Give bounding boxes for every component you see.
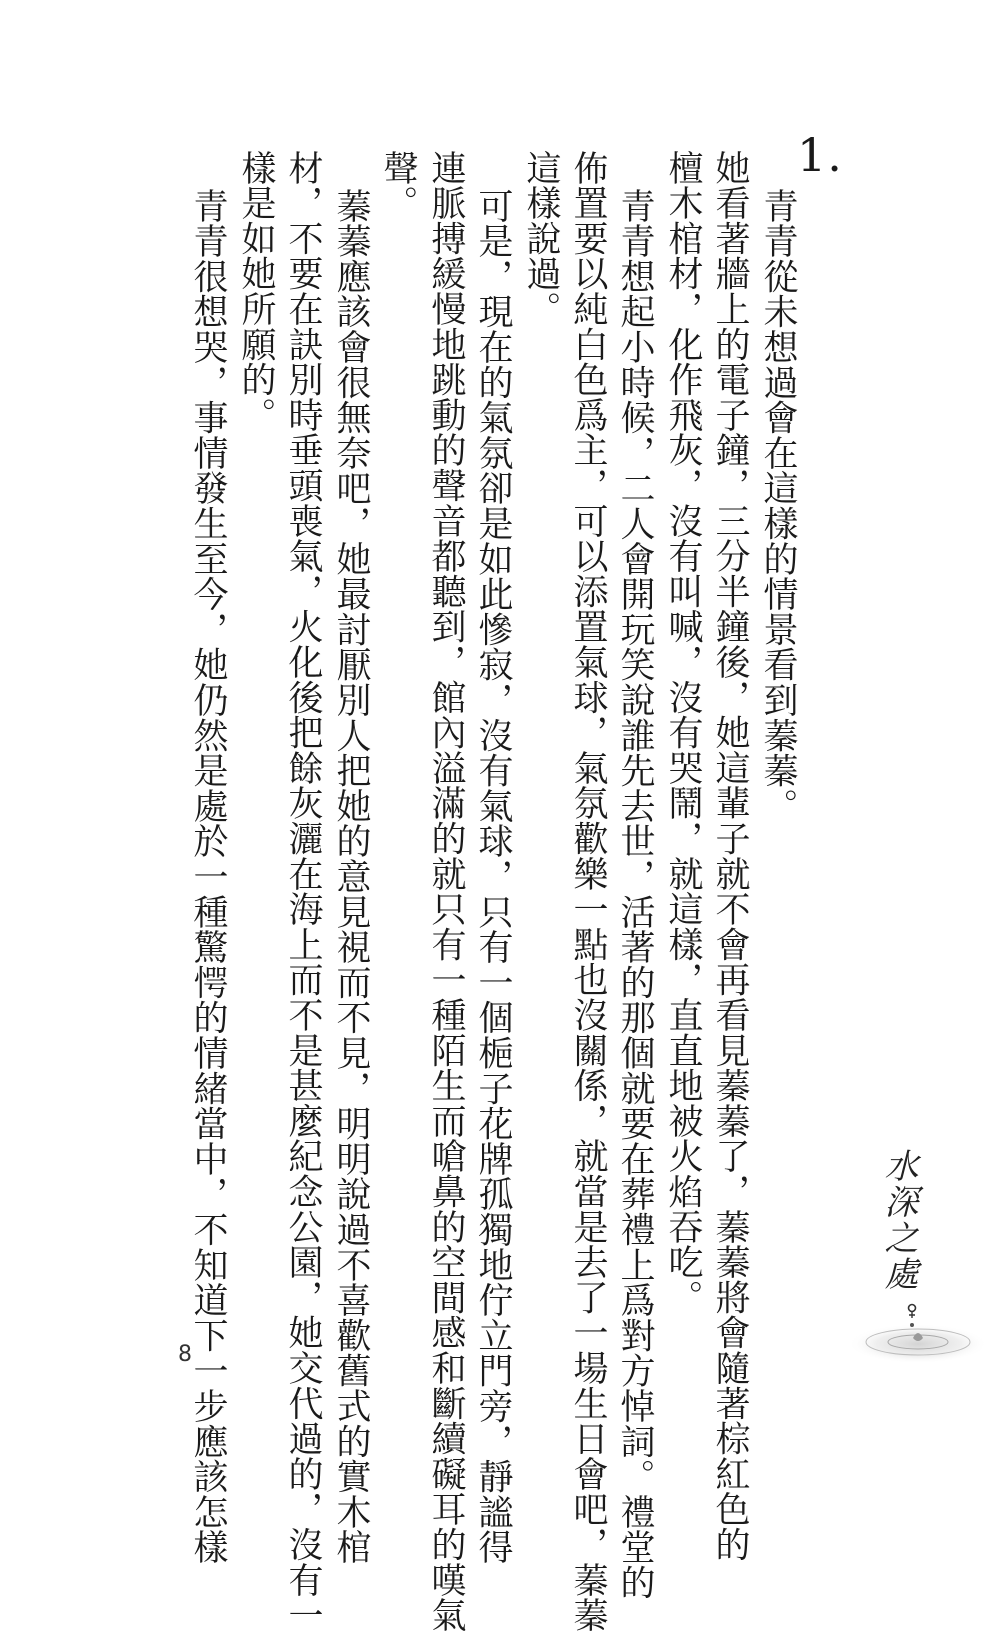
text-column: 材，不要在訣別時垂頭喪氣，火化後把餘灰灑在海上而不是甚麼紀念公園，她交代過的，沒有一: [283, 150, 323, 1633]
text-column: 連脈搏緩慢地跳動的聲音都聽到，館內溢滿的就只有一種陌生而嗆鼻的空間感和斷續礙耳的嘆氣: [426, 150, 466, 1633]
text-column: 這樣說過。: [521, 150, 561, 327]
text-column: 聲。: [378, 150, 418, 221]
text-column: 可是，現在的氣氛卻是如此慘寂，沒有氣球，只有一個梔子花牌孤獨地佇立門旁，靜謐得: [473, 188, 513, 1565]
text-column: 樣是如她所願的。: [236, 150, 276, 433]
chapter-number: 1.: [797, 128, 843, 182]
text-column: 青青從未想過會在這樣的情景看到蓁蓁。: [758, 188, 798, 824]
text-column: 她看著牆上的電子鐘，三分半鐘後，她這輩子就不會再看見蓁蓁了，蓁蓁將會隨著棕紅色的: [710, 150, 750, 1562]
text-column: 青青想起小時候，二人會開玩笑說誰先去世，活著的那個就要在葬禮上爲對方悼詞。禮堂的: [615, 188, 655, 1600]
book-title: 水深之處: [878, 1148, 918, 1292]
text-column: 佈置要以純白色爲主，可以添置氣球，氣氛歡樂一點也沒關係，就當是去了一場生日會吧，蓁蓁: [568, 150, 608, 1633]
text-column: 青青很想哭，事情發生至今，她仍然是處於一種驚愕的情緒當中，不知道下一步應該怎樣: [188, 188, 228, 1565]
text-column: 檀木棺材，化作飛灰，沒有叫喊，沒有哭鬧，就這樣，直直地被火焰吞吃。: [663, 150, 703, 1315]
text-column: 蓁蓁應該會很無奈吧，她最討厭別人把她的意見視而不見，明明說過不喜歡舊式的實木棺: [331, 188, 371, 1565]
page-number: 8: [178, 1342, 192, 1367]
water-drop-icon: [840, 1298, 990, 1368]
